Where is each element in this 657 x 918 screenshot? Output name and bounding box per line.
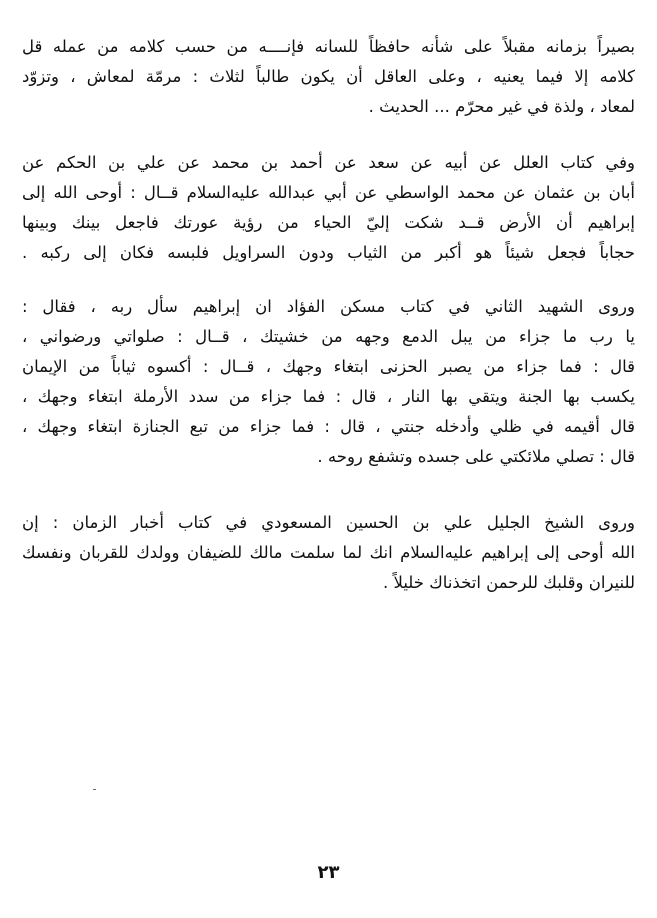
- text-line: الله أوحى إلى إبراهيم عليه‌السلام انك لما سلمت مالك للضيفان وولدك للقربان ونفسك: [22, 543, 635, 562]
- text-line: إبراهيم أن الأرض قــد شكت إليّ الحياء من رؤية عورتك فاجعل بينك وبينها: [22, 213, 635, 232]
- text-line: للنيران وقلبك للرحمن اتخذناك خليلاً .: [382, 573, 635, 592]
- text-line: لمعاد ، ولذة في غير محرّم ... الحديث .: [368, 97, 635, 116]
- text-line: وفي كتاب العلل عن أبيه عن سعد عن أحمد بن محمد عن علي بن الحكم عن: [22, 153, 635, 172]
- paragraph-4: [22, 508, 635, 598]
- text-line: بصيراً بزمانه مقبلاً على شأنه حافظاً للسانه فإنــــه من حسب كلامه من عمله قل: [22, 37, 635, 56]
- scan-speck: [93, 789, 96, 790]
- text-line: يا رب ما جزاء من يبل الدمع وجهه من خشيتك ، قــال : صلواتي ورضواني ،: [22, 327, 635, 346]
- page-number: ٢٣: [317, 862, 340, 883]
- text-line: يكسب بها الجنة ويتقي بها النار ، قال : فما جزاء من سدد الأرملة ابتغاء وجهك ،: [22, 387, 635, 406]
- text-line: أبان بن عثمان عن محمد الواسطي عن أبي عبدالله عليه‌السلام قــال : أوحى الله إلى: [22, 183, 635, 202]
- text-line: حجاباً فجعل شيئاً هو أكبر من الثياب ودون السراويل فلبسه فكان إلى ركبه .: [22, 243, 635, 262]
- paragraph-2: [22, 148, 635, 268]
- text-line: كلامه إلا فيما يعنيه ، وعلى العاقل أن يكون طالباً لثلاث : مرمّة لمعاش ، وتزوّد: [22, 67, 635, 86]
- text-line: قال : تصلي ملائكتي على جسده وتشفع روحه .: [317, 447, 635, 466]
- text-line: قال : فما جزاء من يصبر الحزنى ابتغاء وجهك ، قــال : أكسوه ثياباً من الإيمان: [22, 357, 635, 376]
- paragraph-3: [22, 292, 635, 472]
- text-line: قال أقيمه في ظلي وأدخله جنتي ، قال : فما جزاء من تبع الجنازة ابتغاء وجهك ،: [22, 417, 635, 436]
- text-line: وروى الشيخ الجليل علي بن الحسين المسعودي في كتاب أخبار الزمان : إن: [22, 513, 635, 532]
- text-line: وروى الشهيد الثاني في كتاب مسكن الفؤاد ان إبراهيم سأل ربه ، فقال :: [22, 297, 635, 316]
- paragraph-1: [22, 32, 635, 122]
